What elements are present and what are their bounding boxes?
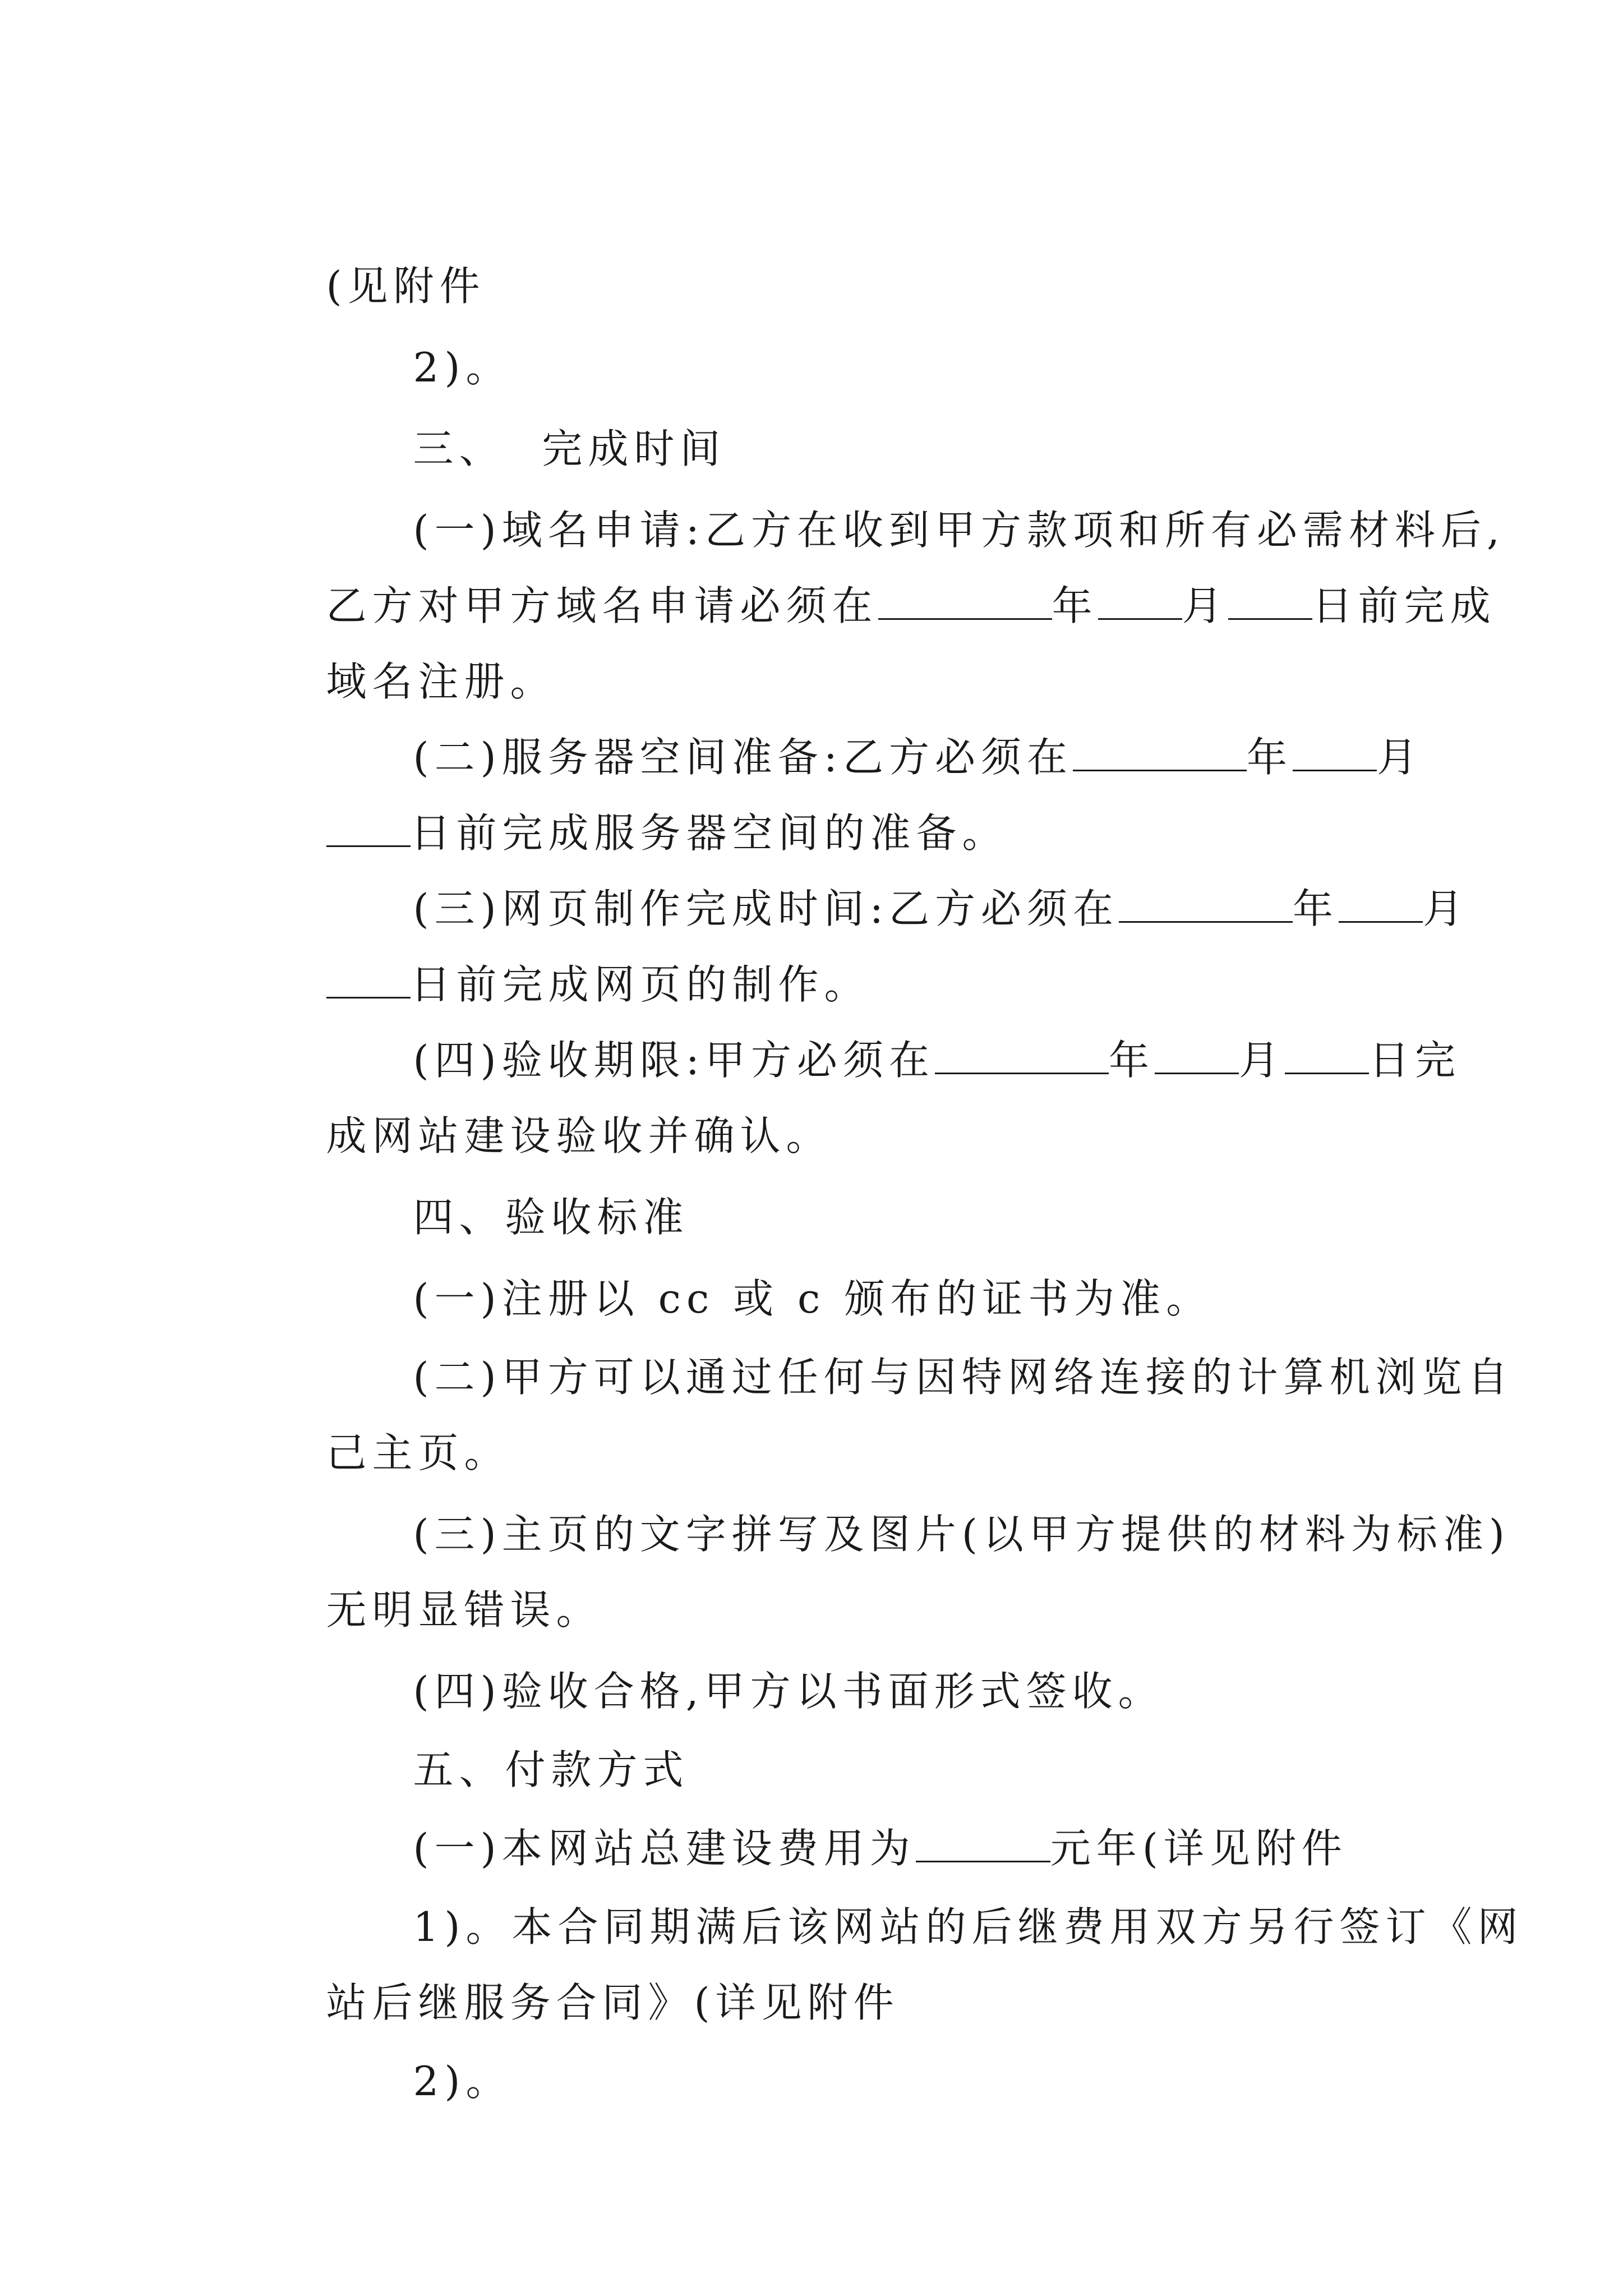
line-text: (四)验收期限:甲方必须在: [413, 1037, 935, 1084]
line-text: 月: [1423, 885, 1469, 932]
line-text: 无明显错误。: [326, 1586, 602, 1634]
line-text: (四)验收合格,甲方以书面形式签收。: [413, 1668, 1164, 1715]
line-text: 站后继服务合同》(详见附件: [326, 1979, 900, 2026]
line-text: (一)域名申请:乙方在收到甲方款项和所有必需材料后,: [413, 507, 1505, 554]
text-line: [339, 1301, 1514, 1453]
line-text: 年: [1293, 885, 1339, 932]
line-text: 日前完成服务器空间的准备。: [410, 809, 1008, 857]
line-text: (三)主页的文字拼写及图片(以甲方提供的材料为标准): [413, 1511, 1510, 1558]
line-text: 2)。: [413, 344, 512, 391]
fill-blank: [1285, 1036, 1369, 1074]
heading-text: 四、验收标准: [413, 1194, 689, 1241]
fill-blank: [1228, 581, 1312, 620]
text-line: [339, 2005, 511, 2157]
line-text: (二)甲方可以通过任何与因特网络连接的计算机浏览自: [413, 1354, 1514, 1401]
line-text: 2)。: [413, 2058, 512, 2105]
fill-blank: [878, 581, 1052, 620]
line-text: 月: [1377, 734, 1423, 781]
line-text: (二)服务器空间准备:乙方必须在: [413, 734, 1073, 781]
line-text: 月: [1182, 582, 1228, 629]
fill-blank: [935, 1036, 1109, 1074]
fill-blank: [1073, 733, 1247, 771]
line-text: 域名注册。: [326, 658, 556, 705]
line-text: 年: [1052, 582, 1098, 629]
line-text: 1)。本合同期满后该网站的后继费用双方另行签订《网: [413, 1903, 1524, 1950]
fill-blank: [1293, 733, 1377, 771]
fill-blank: [1119, 884, 1293, 923]
line-text: (见附件: [326, 263, 486, 310]
line-text: 日前完成: [1312, 582, 1496, 629]
line-text: 月: [1239, 1037, 1285, 1084]
line-text: 成网站建设验收并确认。: [326, 1112, 832, 1159]
line-text: 元年(详见附件: [1050, 1825, 1348, 1872]
line-text: 乙方对甲方域名申请必须在: [326, 582, 878, 629]
line-text: 己主页。: [326, 1429, 510, 1476]
fill-blank: [1155, 1036, 1239, 1074]
heading-text: 五、付款方式: [413, 1746, 689, 1793]
heading-text: 三、 完成时间: [413, 425, 726, 472]
fill-blank: [1098, 581, 1182, 620]
line-text: 日完: [1369, 1037, 1461, 1084]
line-text: 年: [1109, 1037, 1155, 1084]
line-text: (一)本网站总建设费用为: [413, 1825, 916, 1872]
line-text: (三)网页制作完成时间:乙方必须在: [413, 885, 1119, 932]
fill-blank: [1339, 884, 1423, 923]
line-text: (一)注册以 cc 或 c 颁布的证书为准。: [413, 1275, 1212, 1322]
line-text: 日前完成网页的制作。: [410, 961, 870, 1008]
line-text: 年: [1247, 734, 1293, 781]
